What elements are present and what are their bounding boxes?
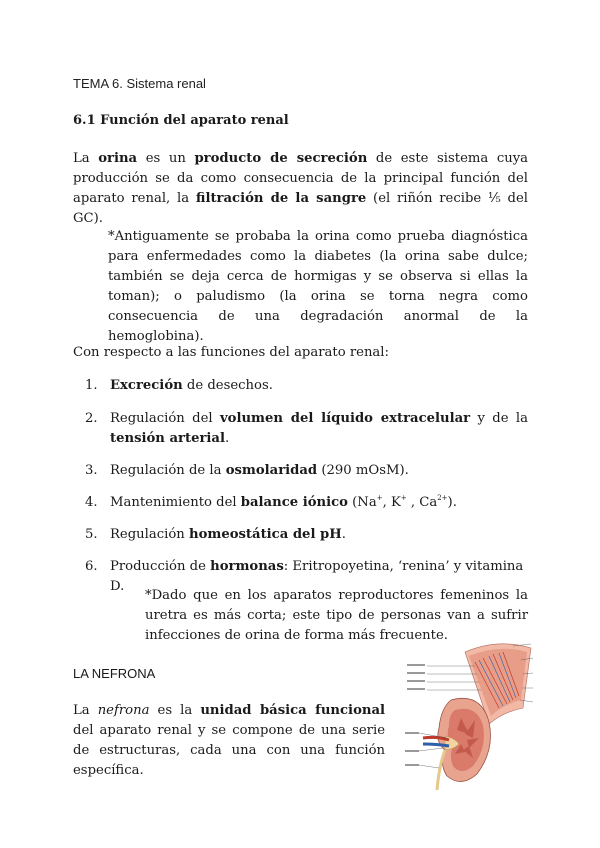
kidney-illustration-icon: [403, 638, 533, 790]
list-item: 3. Regulación de la osmolaridad (290 mOsM).: [85, 463, 409, 478]
page-title: TEMA 6. Sistema renal: [73, 76, 206, 91]
nefrona-heading: LA NEFRONA: [73, 666, 156, 681]
nefrona-paragraph: La nefrona es la unidad básica funcional del aparato renal y se compone de una serie de estructuras, cada una con una función específica.: [73, 703, 386, 778]
urethra-note: *Dado que en los aparatos reproductores femeninos la uretra es más corta; este tipo de personas van a sufrir infecciones de orina de forma más frecuente.: [145, 588, 528, 643]
functions-intro: Con respecto a las funciones del aparato renal:: [73, 345, 389, 360]
list-item: 1. Excreción de desechos.: [85, 378, 273, 393]
functions-list: [85, 376, 528, 597]
diagnosis-note: *Antiguamente se probaba la orina como prueba diagnóstica para enfermedades como la diabetes (la orina sabe dulce; también se deja cerca de hormigas y se observa si ellas la toman); o paludismo (la orina se torna negra como consecuencia de una degradación anormal de la hemoglobina).: [108, 229, 528, 344]
list-item: 6. Producción de hormonas: Eritropoyetina, ‘renina’ y vitamina D.: [85, 559, 524, 594]
list-item: 5. Regulación homeostática del pH.: [85, 527, 346, 542]
list-item: 4. Mantenimiento del balance iónico (Na+, K+ , $Ca^{2+}$).: [85, 494, 457, 510]
intro-paragraph: La orina es un producto de secreción de este sistema cuya producción se da como consecuencia de la principal función del aparato renal, la filtración de la sangre (el riñón recibe ⅕ del GC).: [73, 151, 529, 226]
section-heading: 6.1 Función del aparato renal: [73, 113, 289, 128]
list-item: 2. Regulación del volumen del líquido extracelular y de la tensión arterial.: [85, 411, 528, 446]
